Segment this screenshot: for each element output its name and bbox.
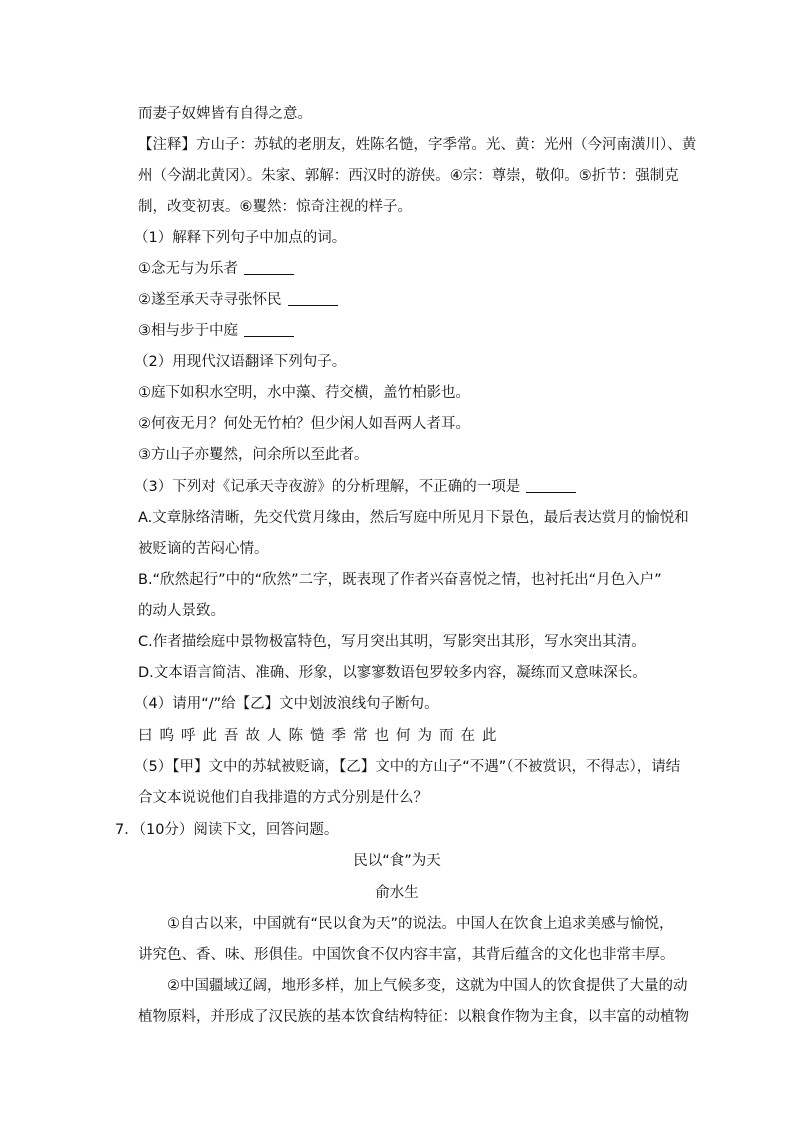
item-text: ①念无与为乐者 — [138, 261, 238, 277]
option-c: C.作者描绘庭中景物极富特色，写月突出其明，写影突出其形，写水突出其清。 — [138, 634, 646, 650]
question-2-item: ①庭下如积水空明，水中藻、荇交横，盖竹柏影也。 — [138, 385, 470, 401]
article-author: 俞水生 — [375, 885, 419, 901]
paragraph-2: ②中国疆域辽阔，地形多样，加上气候多变，这就为中国人的饮食提供了大量的动 — [167, 978, 688, 994]
answer-blank[interactable] — [244, 322, 294, 337]
answer-blank[interactable] — [244, 260, 294, 275]
question-1-item — [138, 290, 338, 310]
question-3-heading — [134, 477, 576, 497]
question-2-item: ③方山子亦矍然，问余所以至此者。 — [138, 447, 369, 463]
question-1-heading: （1）解释下列句子中加点的词。 — [134, 230, 347, 246]
option-d: D.文本语言简洁、准确、形象，以寥寥数语包罗较多内容，凝练而又意味深长。 — [138, 665, 647, 681]
paragraph-1: ①自古以来，中国就有“民以食为天”的说法。中国人在饮食上追求美感与愉悦， — [167, 916, 674, 932]
annotation-line: 【注释】方山子：苏轼的老朋友，姓陈名慥，字季常。光、黄：光州（今河南潢川）、黄 — [138, 137, 697, 153]
question-2-item: ②何夜无月？何处无竹柏？但少闲人如吾两人者耳。 — [138, 416, 470, 432]
question-2-heading: （2）用现代汉语翻译下列句子。 — [134, 354, 347, 370]
answer-blank[interactable] — [288, 291, 338, 306]
question-4-heading: （4）请用“/”给【乙】文中划波浪线句子断句。 — [134, 696, 439, 712]
paragraph-1-cont: 讲究色、香、味、形俱佳。中国饮食不仅内容丰富，其背后蕴含的文化也非常丰厚。 — [138, 947, 675, 963]
option-b-cont: 的动人景致。 — [138, 603, 225, 619]
question-5-heading: （5）【甲】文中的苏轼被贬谪，【乙】文中的方山子“不遇”（不被赏识，不得志），请结 — [134, 759, 681, 775]
annotation-line: 州（今湖北黄冈）。朱家、郭解：西汉时的游侠。④宗：尊崇，敬仰。⑤折节：强制克 — [138, 168, 679, 184]
item-text: ②遂至承天寺寻张怀民 — [138, 292, 282, 308]
option-b: B.“欣然起行”中的“欣然”二字，既表现了作者兴奋喜悦之情，也衬托出“月色入户” — [138, 572, 662, 588]
article-title: 民以“食”为天 — [353, 853, 441, 869]
question-1-item — [138, 321, 294, 341]
question-text: （3）下列对《记承天寺夜游》的分析理解，不正确的一项是 — [134, 479, 521, 495]
question-5-cont: 合文本说说他们自我排遣的方式分别是什么？ — [138, 790, 428, 806]
question-1-item — [138, 259, 294, 279]
sentence-to-punctuate: 曰呜呼此吾故人陈慥季常也何为而在此 — [138, 728, 504, 744]
text-line: 而妻子奴婢皆有自得之意。 — [138, 106, 312, 122]
paragraph-2-cont: 植物原料，并形成了汉民族的基本饮食结构特征：以粮食作物为主食，以丰富的动植物 — [138, 1009, 689, 1025]
answer-blank[interactable] — [526, 478, 576, 493]
option-a-cont: 被贬谪的苦闷心情。 — [138, 541, 269, 557]
annotation-line: 制，改变初衷。⑥矍然：惊奇注视的样子。 — [138, 199, 412, 215]
item-text: ③相与步于中庭 — [138, 323, 238, 339]
option-a: A.文章脉络清晰，先交代赏月缘由，然后写庭中所见月下景色，最后表达赏月的愉悦和 — [138, 510, 689, 526]
question-7-heading: 7．（10分）阅读下文，回答问题。 — [115, 822, 339, 838]
